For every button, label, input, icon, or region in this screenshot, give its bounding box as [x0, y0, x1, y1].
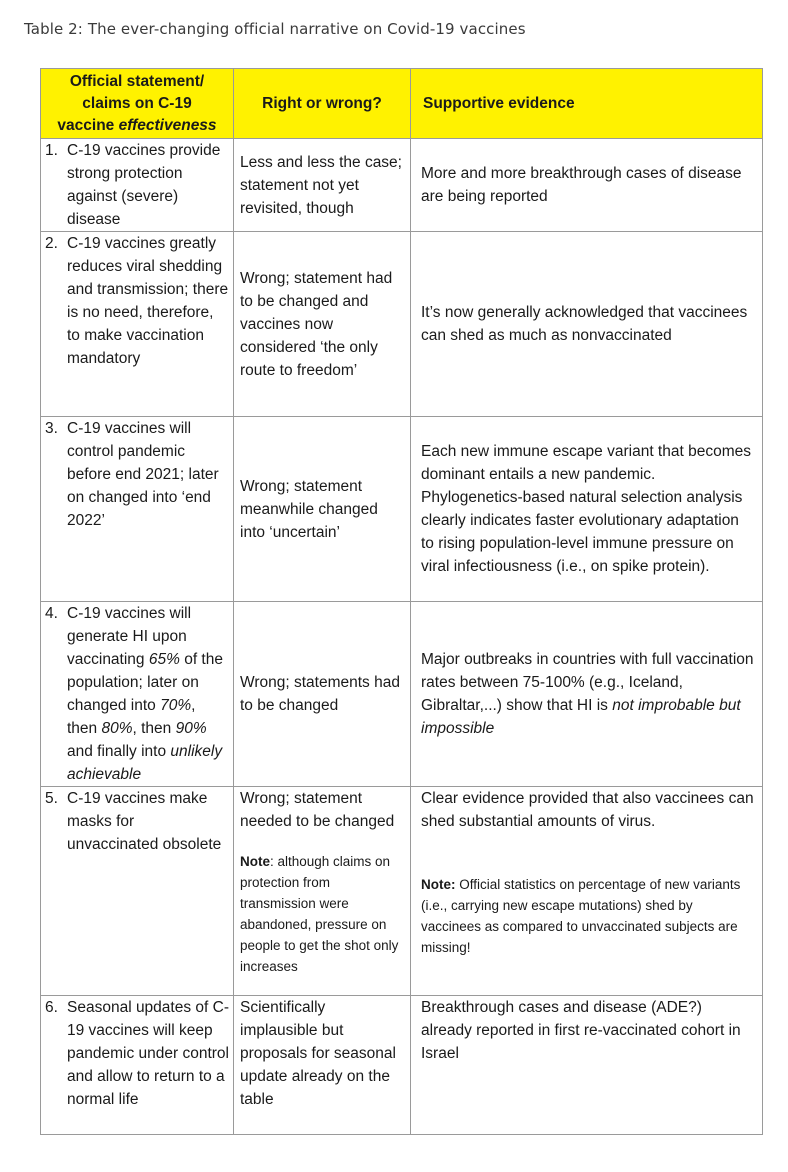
verdict-cell: Scientifically implausible but proposals for seasonal update already on the table	[234, 996, 411, 1135]
evidence-cell: Each new immune escape variant that becomes dominant entails a new pandemic. Phylogenetics-based natural selection analysis clearly indicates faster evolutionary adaptation to rising population-level immune pressure on viral infectiousness (i.e., on spike protein).	[411, 417, 763, 602]
evidence-cell	[411, 787, 763, 996]
claim-cell	[41, 996, 234, 1135]
verdict-cell: Wrong; statement had to be changed and vaccines now considered ‘the only route to freedom’	[234, 232, 411, 417]
table-row	[41, 787, 763, 996]
claim-text: C-19 vaccines will control pandemic before end 2021; later on changed into ‘end 2022’	[67, 420, 219, 529]
verdict-text: Wrong; statement needed to be changed	[240, 790, 395, 830]
table-row	[41, 602, 763, 787]
claim-cell	[41, 139, 234, 232]
claim-cell	[41, 602, 234, 787]
claim-cell	[41, 787, 234, 996]
table-caption: Table 2: The ever-changing official narrative on Covid-19 vaccines	[24, 20, 526, 38]
claim-text: C-19 vaccines will generate HI upon vaccinating 65% of the population; later on changed into 70%, then 80%, then 90% and finally into unlikely achievable	[67, 605, 223, 783]
verdict-cell: Less and less the case; statement not yet revisited, though	[234, 139, 411, 232]
claim-text: C-19 vaccines make masks for unvaccinated obsolete	[67, 790, 222, 853]
table-row	[41, 417, 763, 602]
row-number: 3.	[45, 420, 58, 437]
row-number: 4.	[45, 605, 58, 622]
evidence-cell: It’s now generally acknowledged that vaccinees can shed as much as nonvaccinated	[411, 232, 763, 417]
row-number: 1.	[45, 142, 58, 159]
evidence-cell: More and more breakthrough cases of disease are being reported	[411, 139, 763, 232]
row-number: 6.	[45, 999, 58, 1016]
verdict-cell: Wrong; statements had to be changed	[234, 602, 411, 787]
table-row	[41, 139, 763, 232]
evidence-note: Note: Official statistics on percentage of new variants (i.e., carrying new escape mutations) shed by vaccinees as compared to unvaccinated subjects are missing!	[421, 877, 741, 955]
claim-text: C-19 vaccines greatly reduces viral shedding and transmission; there is no need, therefore, to make vaccination mandatory	[67, 235, 229, 367]
table-row	[41, 996, 763, 1135]
evidence-cell: Breakthrough cases and disease (ADE?) already reported in first re-vaccinated cohort in Israel	[411, 996, 763, 1135]
header-supportive-evidence: Supportive evidence	[411, 69, 763, 139]
header-official-statement: Official statement/ claims on C-19 vaccine effectiveness	[41, 69, 234, 139]
row-number: 2.	[45, 235, 58, 252]
claim-text: C-19 vaccines provide strong protection against (severe) disease	[67, 142, 221, 228]
evidence-cell: Major outbreaks in countries with full vaccination rates between 75-100% (e.g., Iceland, Gibraltar,...) show that HI is not improbable but impossible	[411, 602, 763, 787]
evidence-text: Clear evidence provided that also vaccinees can shed substantial amounts of virus.	[421, 790, 754, 830]
narrative-table	[40, 68, 763, 1135]
verdict-note: Note: although claims on protection from transmission were abandoned, pressure on people to get the shot only increases	[240, 854, 399, 974]
claim-cell	[41, 232, 234, 417]
verdict-cell: Wrong; statement meanwhile changed into ‘uncertain’	[234, 417, 411, 602]
table-row	[41, 232, 763, 417]
row-number: 5.	[45, 790, 58, 807]
verdict-cell	[234, 787, 411, 996]
claim-text: Seasonal updates of C-19 vaccines will keep pandemic under control and allow to return to a normal life	[67, 999, 229, 1108]
header-row	[41, 69, 763, 139]
claim-cell	[41, 417, 234, 602]
header-right-or-wrong: Right or wrong?	[234, 69, 411, 139]
